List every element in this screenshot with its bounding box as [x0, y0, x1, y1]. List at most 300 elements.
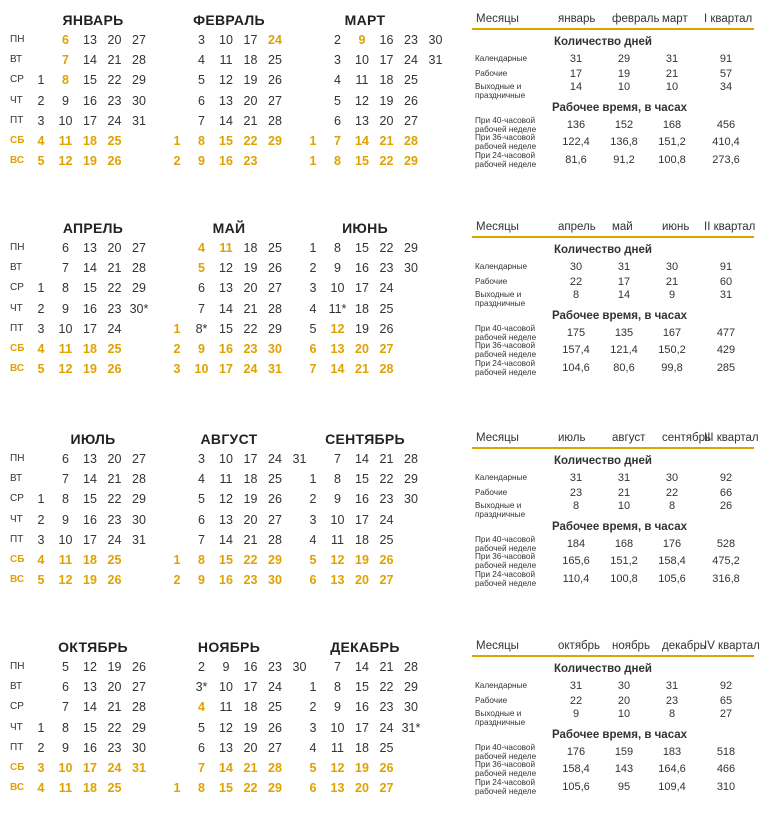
calendar-day: 14 — [219, 761, 233, 775]
calendar-day: 15 — [355, 241, 369, 255]
calendar-day: 5 — [198, 73, 205, 88]
row-value: 91,2 — [613, 154, 635, 166]
calendar-day: 22 — [243, 553, 258, 567]
table-header-cell: Месяцы — [476, 221, 519, 233]
row-value: 159 — [614, 746, 634, 758]
calendar-day: 9 — [334, 492, 341, 507]
calendar-day: 27 — [268, 740, 282, 755]
month-title: МАРТ — [344, 12, 386, 28]
row-value: 30 — [665, 472, 679, 484]
calendar-day: 18 — [243, 53, 258, 68]
table-header — [472, 216, 754, 238]
calendar-day: 6 — [309, 342, 317, 356]
table-header — [472, 8, 754, 30]
calendar-day: 12 — [219, 73, 233, 88]
calendar-day: 13 — [219, 512, 233, 527]
calendar-day: 22 — [243, 321, 258, 336]
calendar-day: 20 — [107, 241, 122, 255]
calendar-day: 26 — [379, 761, 394, 775]
calendar-day: 2 — [309, 700, 317, 715]
row-value: 92 — [719, 472, 733, 484]
calendar-day: 25 — [107, 134, 122, 148]
calendar-day: 30 — [132, 93, 146, 108]
weekday-label: ПН — [10, 661, 25, 672]
row-value: 176 — [566, 746, 586, 758]
calendar-day: 31 — [132, 761, 146, 775]
calendar-day: 18 — [243, 700, 258, 715]
row-value: 157,4 — [562, 344, 590, 356]
calendar-day: 23 — [243, 154, 258, 169]
row-value: 168 — [662, 119, 682, 131]
row-value: 475,2 — [712, 555, 740, 567]
calendar-day: 16 — [83, 301, 97, 316]
calendar-day: 15 — [219, 781, 233, 796]
calendar-day: 12 — [219, 261, 233, 276]
calendar-day: 16 — [83, 512, 97, 527]
calendar-day: 9 — [198, 342, 205, 356]
calendar-day: 13 — [219, 740, 233, 755]
calendar-day: 24 — [107, 761, 122, 775]
calendar-day: 31 — [132, 532, 146, 547]
calendar-day: 6 — [62, 241, 69, 255]
calendar-day: 10 — [58, 321, 73, 336]
calendar-day: 1 — [173, 781, 181, 796]
row-value: 429 — [716, 344, 736, 356]
weekday-label: ПТ — [10, 322, 24, 334]
calendar-day: 22 — [107, 281, 122, 296]
weekday-label: СБ — [10, 343, 25, 354]
calendar-day: 7 — [198, 113, 205, 128]
calendar-day: 15 — [355, 680, 369, 695]
row-value: 10 — [617, 708, 631, 720]
calendar-day: 4 — [309, 740, 317, 755]
calendar-day: 27 — [379, 573, 394, 588]
calendar-day: 16 — [243, 660, 258, 674]
calendar-day: 13 — [83, 452, 97, 466]
row-value: 57 — [719, 68, 733, 80]
row-value: 29 — [617, 53, 631, 65]
row-label: При 24-часовой рабочей неделе — [475, 359, 537, 377]
calendar-day: 7 — [334, 452, 341, 466]
calendar-day: 23 — [107, 93, 122, 108]
calendar-day: 13 — [83, 680, 97, 695]
calendar-day: 25 — [268, 53, 282, 68]
calendar-day: 7 — [334, 134, 341, 148]
calendar-day: 23 — [379, 492, 394, 507]
calendar-day: 15 — [355, 472, 369, 487]
row-value: 80,6 — [613, 362, 635, 374]
table-header-cell: май — [612, 221, 633, 233]
row-value: 17 — [617, 276, 631, 288]
calendar-day: 1 — [37, 492, 45, 507]
row-label: Рабочие — [475, 488, 508, 497]
calendar-day: 27 — [132, 33, 146, 47]
calendar-day: 5 — [309, 321, 317, 336]
row-value: 167 — [662, 327, 682, 339]
row-value: 19 — [617, 68, 631, 80]
weekday-label: ПТ — [10, 741, 24, 753]
calendar-day: 7 — [198, 301, 205, 316]
days-section-title: Количество дней — [554, 244, 652, 256]
calendar-day: 24 — [404, 53, 418, 68]
calendar-day: 30 — [428, 33, 443, 47]
row-label: Календарные — [475, 54, 528, 63]
calendar-day: 30 — [292, 660, 307, 674]
calendar-day: 27 — [268, 512, 282, 527]
calendar-day: 6 — [62, 452, 69, 466]
weekday-label: СБ — [10, 762, 25, 773]
calendar-day: 9 — [358, 33, 366, 47]
calendar-day: 6 — [62, 33, 69, 47]
table-header-cell: октябрь — [558, 640, 601, 652]
calendar-day: 22 — [107, 73, 122, 88]
row-value: 151,2 — [658, 136, 686, 148]
calendar-day: 2 — [309, 261, 317, 276]
calendar-day: 31 — [268, 362, 282, 377]
calendar-day: 12 — [58, 573, 73, 588]
calendar-day: 20 — [379, 113, 394, 128]
calendar-day: 24 — [107, 532, 122, 547]
calendar-day: 15 — [83, 720, 97, 735]
calendar-day: 8 — [62, 281, 69, 296]
row-value: 184 — [566, 538, 586, 550]
calendar-day: 15 — [83, 73, 97, 88]
row-value: 158,4 — [562, 763, 590, 775]
calendar-day: 28 — [268, 761, 282, 775]
calendar-day: 2 — [173, 154, 181, 169]
calendar-day: 1 — [309, 241, 317, 255]
calendar-day: 4 — [309, 301, 317, 316]
row-value: 151,2 — [610, 555, 638, 567]
calendar-day: 5 — [198, 720, 205, 735]
calendar-day: 18 — [355, 740, 369, 755]
calendar-day: 26 — [379, 553, 394, 567]
calendar-day: 18 — [355, 301, 369, 316]
row-value: 14 — [569, 81, 583, 93]
table-header-cell: II квартал — [704, 221, 756, 233]
row-label: При 40-часовой рабочей неделе — [475, 535, 537, 553]
calendar-day: 4 — [37, 553, 45, 567]
row-value: 183 — [662, 746, 682, 758]
calendar-day: 3* — [195, 680, 208, 695]
row-value: 122,4 — [562, 136, 590, 148]
row-value: 14 — [617, 289, 631, 301]
calendar-day: 26 — [107, 362, 122, 377]
calendar-day: 18 — [83, 781, 97, 796]
calendar-day: 2 — [198, 660, 205, 674]
calendar-day: 8 — [334, 241, 341, 255]
row-value: 10 — [617, 500, 631, 512]
calendar-day: 23 — [107, 301, 122, 316]
calendar-day: 1 — [309, 680, 317, 695]
hours-section-title: Рабочее время, в часах — [552, 102, 688, 114]
quarter-section — [0, 8, 760, 208]
weekday-label: ПТ — [10, 533, 24, 545]
calendar-day: 24 — [379, 720, 394, 735]
calendar-day: 6 — [62, 680, 69, 695]
row-value: 27 — [719, 708, 733, 720]
calendar-day: 5 — [37, 154, 45, 169]
calendar-day: 29 — [132, 492, 146, 507]
calendar-day: 26 — [107, 154, 122, 169]
calendar-day: 4 — [37, 781, 45, 796]
table-header-cell: III квартал — [704, 432, 759, 444]
row-label: Календарные — [475, 681, 528, 690]
calendar-day: 12 — [58, 154, 73, 169]
calendar-day: 8 — [198, 781, 205, 796]
calendar-day: 9 — [198, 154, 205, 169]
calendar-day: 21 — [107, 700, 122, 715]
weekday-label: СБ — [10, 135, 25, 146]
calendar-day: 17 — [243, 452, 258, 466]
calendar-day: 22 — [107, 720, 122, 735]
calendar-day: 28 — [404, 660, 418, 674]
calendar-day: 16 — [83, 93, 97, 108]
calendar-day: 5 — [37, 573, 45, 588]
calendar-day: 9 — [62, 93, 69, 108]
weekday-label: СР — [10, 701, 24, 713]
row-value: 9 — [668, 289, 676, 301]
row-value: 8 — [668, 708, 676, 720]
calendar-day: 31 — [132, 113, 146, 128]
calendar-day: 1 — [173, 553, 181, 567]
weekday-label: СР — [10, 282, 24, 294]
calendar-day: 21 — [107, 261, 122, 276]
calendar-day: 2 — [309, 492, 317, 507]
calendar-day: 13 — [219, 93, 233, 108]
calendar-day: 1 — [309, 154, 317, 169]
calendar-day: 11 — [58, 134, 73, 148]
calendar-day: 25 — [268, 241, 282, 255]
calendar-day: 3 — [198, 33, 205, 47]
calendar-day: 14 — [219, 113, 233, 128]
calendar-day: 5 — [62, 660, 69, 674]
row-value: 66 — [719, 487, 733, 499]
row-value: 23 — [569, 487, 583, 499]
row-value: 109,4 — [658, 781, 686, 793]
calendar-day: 7 — [198, 532, 205, 547]
row-value: 8 — [572, 500, 580, 512]
calendar-day: 17 — [83, 321, 97, 336]
calendar-day: 24 — [107, 321, 122, 336]
summary-table — [472, 427, 759, 627]
calendar-day: 29 — [404, 241, 418, 255]
calendar-day: 10 — [330, 512, 345, 527]
row-value: 477 — [716, 327, 736, 339]
calendar-day: 21 — [355, 362, 369, 377]
calendar-day: 3 — [37, 532, 45, 547]
row-value: 23 — [665, 695, 679, 707]
row-label: Выходные и праздничные — [475, 501, 526, 519]
calendar-day: 13 — [83, 241, 97, 255]
month-title: АВГУСТ — [200, 431, 258, 447]
row-value: 31 — [569, 53, 583, 65]
row-value: 105,6 — [658, 573, 686, 585]
row-value: 136 — [566, 119, 586, 131]
calendar-day: 2 — [37, 740, 45, 755]
calendar-day: 25 — [268, 700, 282, 715]
calendar-day: 23 — [379, 700, 394, 715]
table-header-cell: июнь — [662, 221, 690, 233]
row-value: 31 — [719, 289, 733, 301]
row-label: При 40-часовой рабочей неделе — [475, 743, 537, 761]
calendar-day: 1 — [173, 134, 181, 148]
calendar-day: 8 — [62, 720, 69, 735]
row-value: 150,2 — [658, 344, 686, 356]
calendar-day: 15 — [219, 134, 233, 148]
hours-section-title: Рабочее время, в часах — [552, 310, 688, 322]
calendar-day: 6 — [198, 512, 205, 527]
row-label: Выходные и праздничные — [475, 290, 526, 308]
table-header-cell: Месяцы — [476, 13, 519, 25]
calendar-day: 8* — [195, 321, 208, 336]
calendar-day: 20 — [355, 342, 369, 356]
row-label: Рабочие — [475, 277, 508, 286]
table-header-cell: декабрь — [662, 640, 706, 652]
row-value: 22 — [569, 695, 583, 707]
calendar-day: 13 — [83, 33, 97, 47]
row-value: 31 — [665, 53, 679, 65]
calendar-day: 31 — [428, 53, 443, 68]
calendar-day: 10 — [194, 362, 209, 377]
row-label: Выходные и праздничные — [475, 82, 526, 100]
calendar-day: 12 — [219, 720, 233, 735]
calendar-day: 22 — [379, 154, 394, 169]
row-value: 105,6 — [562, 781, 590, 793]
month-title: АПРЕЛЬ — [62, 220, 124, 236]
row-value: 30 — [569, 261, 583, 273]
month-title: ЯНВАРЬ — [62, 12, 124, 28]
row-label: При 24-часовой рабочей неделе — [475, 151, 537, 169]
table-header — [472, 635, 760, 657]
calendar-day: 24 — [107, 113, 122, 128]
calendar-day: 28 — [404, 134, 418, 148]
calendar-day: 10 — [219, 680, 233, 695]
calendar-day: 23 — [268, 660, 282, 674]
calendar-day: 6 — [309, 781, 317, 796]
calendar-day: 22 — [243, 134, 258, 148]
weekday-label: ЧТ — [10, 721, 23, 733]
calendar-day: 27 — [132, 452, 146, 466]
calendar-day: 29 — [268, 321, 282, 336]
row-value: 110,4 — [562, 573, 590, 585]
row-value: 273,6 — [712, 154, 740, 166]
row-value: 92 — [719, 680, 733, 692]
calendar-day: 11 — [219, 472, 233, 487]
weekday-label: ПН — [10, 453, 25, 464]
calendar-day: 11* — [328, 301, 347, 316]
calendar-day: 8 — [198, 553, 205, 567]
calendar-day: 28 — [268, 301, 282, 316]
calendar-day: 25 — [379, 740, 394, 755]
calendar-day: 18 — [355, 532, 369, 547]
weekday-label: ЧТ — [10, 513, 23, 525]
calendar-day: 22 — [243, 781, 258, 796]
calendar-day: 13 — [330, 573, 345, 588]
summary-table — [472, 8, 754, 208]
calendar-day: 1 — [37, 73, 45, 88]
calendar-day: 14 — [219, 532, 233, 547]
weekday-label: ВТ — [10, 54, 23, 66]
weekday-label: СР — [10, 74, 24, 86]
row-value: 10 — [617, 81, 631, 93]
calendar-day: 9 — [62, 301, 69, 316]
row-value: 136,8 — [610, 136, 638, 148]
calendar-day: 9 — [62, 512, 69, 527]
calendar-day: 5 — [334, 93, 341, 108]
calendar-day: 18 — [83, 134, 97, 148]
quarter-section — [0, 216, 760, 416]
calendar-day: 25 — [404, 73, 418, 88]
calendar-day: 3 — [334, 53, 341, 68]
row-value: 310 — [716, 781, 736, 793]
calendar-day: 30 — [268, 342, 282, 356]
row-value: 34 — [719, 81, 733, 93]
calendar-day: 6 — [198, 740, 205, 755]
row-value: 21 — [665, 68, 679, 80]
month-title: НОЯБРЬ — [197, 639, 261, 655]
calendar-day: 18 — [379, 73, 394, 88]
calendar-day: 3 — [37, 761, 45, 775]
weekday-label: ПН — [10, 34, 25, 45]
calendar-day: 9 — [222, 660, 230, 674]
calendar-day: 27 — [268, 93, 282, 108]
calendar-day: 17 — [243, 680, 258, 695]
calendar-day: 15 — [355, 154, 369, 169]
row-label: Рабочие — [475, 69, 508, 78]
days-section-title: Количество дней — [554, 663, 652, 675]
row-value: 21 — [617, 487, 631, 499]
calendar-day: 10 — [330, 281, 345, 296]
calendar-day: 16 — [219, 154, 233, 169]
calendar-day: 17 — [379, 53, 394, 68]
calendar-day: 18 — [243, 472, 258, 487]
calendar-day: 10 — [58, 761, 73, 775]
table-header-cell: IV квартал — [704, 640, 760, 652]
row-value: 31 — [569, 472, 583, 484]
summary-table — [472, 635, 760, 835]
calendar-day: 9 — [334, 700, 341, 715]
calendar-day: 9 — [334, 261, 341, 276]
calendar-day: 11 — [219, 53, 233, 68]
row-label: При 36-часовой рабочей неделе — [475, 341, 537, 359]
calendar-day: 2 — [334, 33, 341, 47]
table-header-cell: август — [612, 432, 646, 444]
calendar-day: 20 — [107, 452, 122, 466]
calendar-day: 19 — [243, 720, 258, 735]
row-value: 31 — [569, 680, 583, 692]
month-title: ИЮНЬ — [342, 220, 388, 236]
row-value: 456 — [716, 119, 736, 131]
table-header-cell: I квартал — [704, 13, 753, 25]
calendar-day: 4 — [198, 472, 205, 487]
row-value: 100,8 — [610, 573, 638, 585]
calendar-day: 26 — [404, 93, 418, 108]
weekday-label: ВТ — [10, 681, 23, 693]
weekday-label: ВС — [10, 363, 25, 375]
calendar-day: 11 — [355, 73, 369, 88]
row-value: 165,6 — [562, 555, 590, 567]
calendar-day: 27 — [132, 680, 146, 695]
calendar-day: 23 — [379, 261, 394, 276]
calendar-day: 23 — [404, 33, 418, 47]
row-value: 31 — [617, 261, 631, 273]
row-label: Календарные — [475, 262, 528, 271]
calendar-day: 1 — [309, 472, 317, 487]
calendar-day: 4 — [198, 53, 205, 68]
row-label: При 36-часовой рабочей неделе — [475, 133, 537, 151]
row-label: Выходные и праздничные — [475, 709, 526, 727]
